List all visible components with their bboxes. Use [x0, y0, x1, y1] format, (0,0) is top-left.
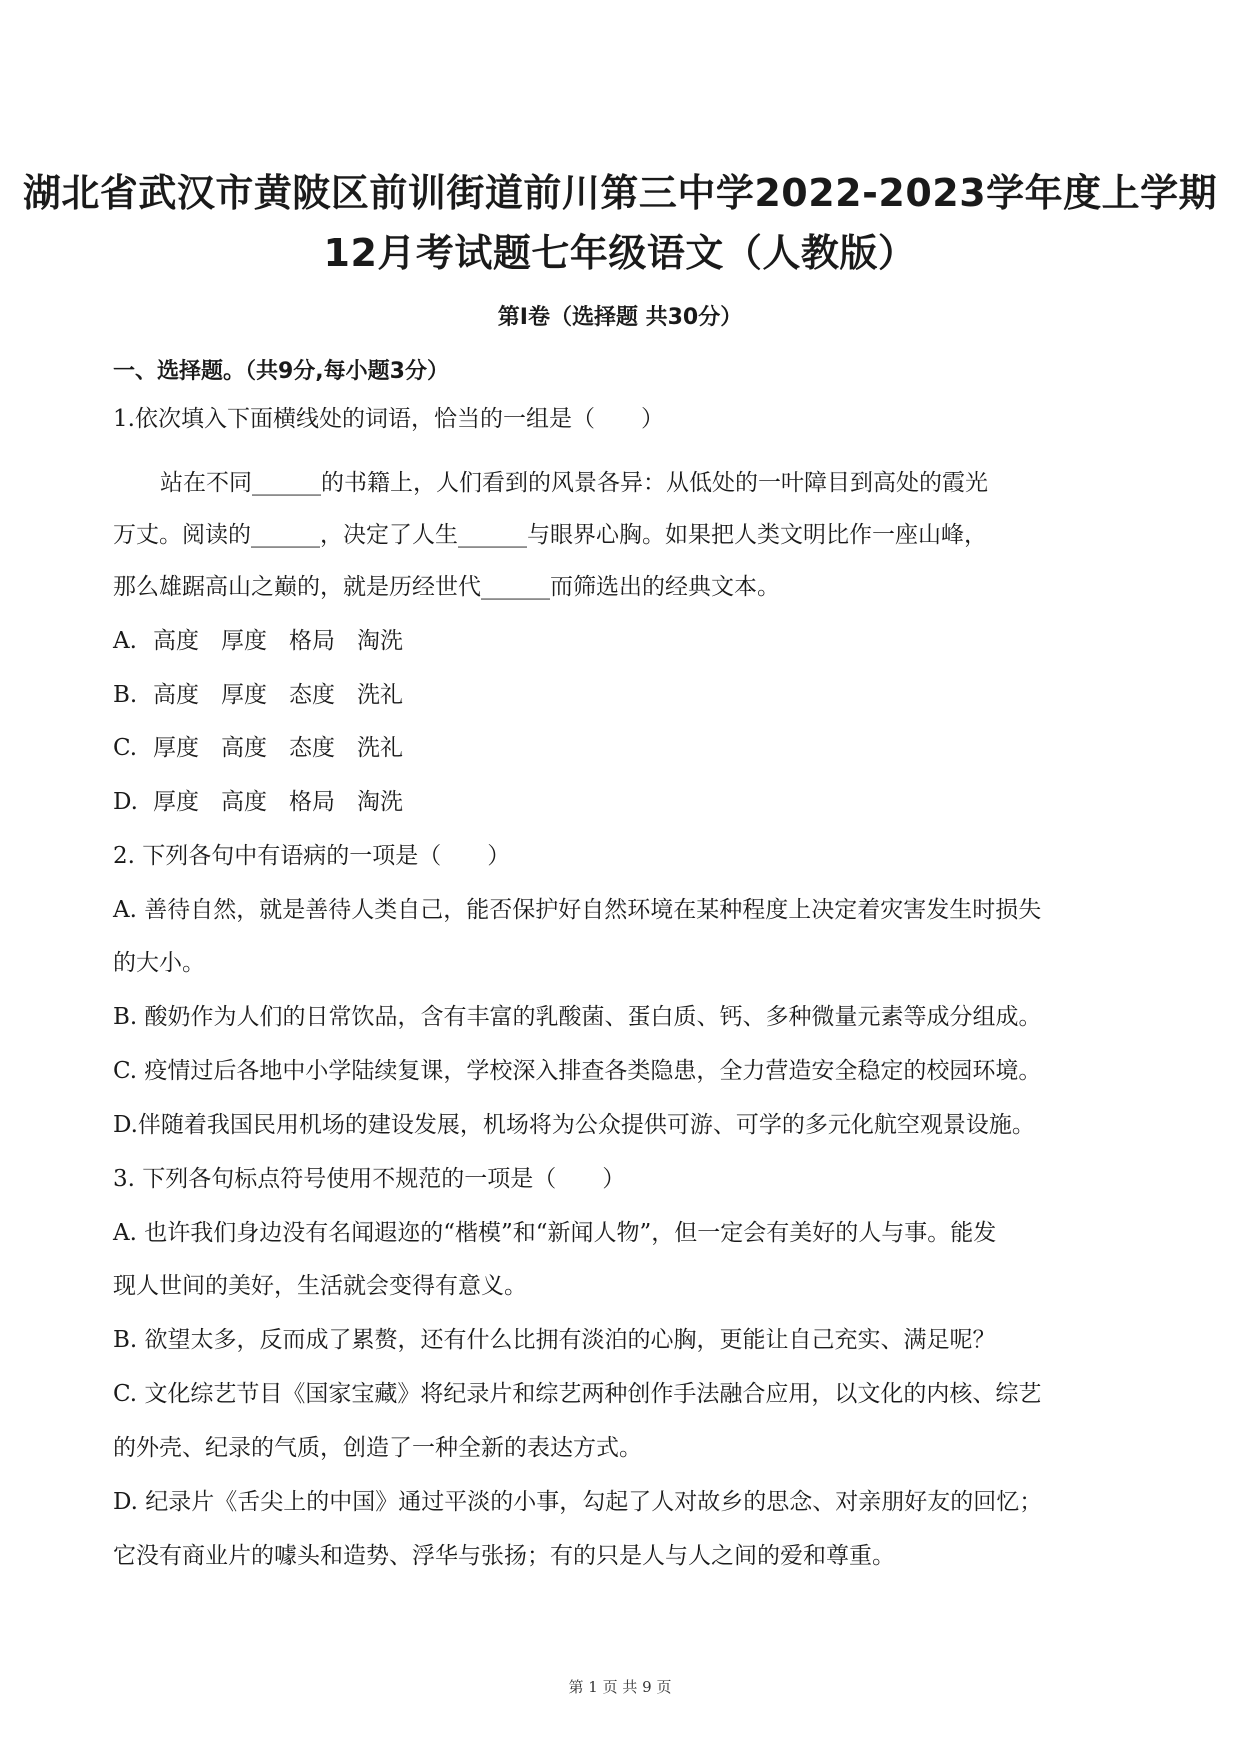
question-2-line: D.伴随着我国民用机场的建设发展，机场将为公众提供可游、可学的多元化航空观景设施。	[113, 1112, 1035, 1138]
question-1-passage-line: 万丈。阅读的______，决定了人生______与眼界心胸。如果把人类文明比作一座山峰，	[113, 522, 987, 548]
question-1-passage-line: 站在不同______的书籍上，人们看到的风景各异：从低处的一叶障目到高处的霞光	[160, 470, 988, 496]
question-3-line: A. 也许我们身边没有名闻遐迩的“楷模”和“新闻人物”，但一定会有美好的人与事。能发	[113, 1220, 997, 1246]
question-1-option-d	[113, 783, 425, 816]
question-1-option-c	[113, 729, 425, 762]
question-2-stem: 2. 下列各句中有语病的一项是（ ）	[113, 843, 511, 869]
option-word: 淘洗	[357, 628, 403, 654]
option-word: 高度	[221, 735, 267, 761]
question-3-line: C. 文化综艺节目《国家宝藏》将纪录片和综艺两种创作手法融合应用，以文化的内核、综艺	[113, 1381, 1042, 1407]
exam-title-line1: 湖北省武汉市黄陂区前训街道前川第三中学2022-2023学年度上学期	[22, 171, 1218, 215]
question-2-line: B. 酸奶作为人们的日常饮品，含有丰富的乳酸菌、蛋白质、钙、多种微量元素等成分组成。	[113, 1004, 1042, 1030]
question-1-stem: 1.依次填入下面横线处的词语，恰当的一组是（ ）	[113, 406, 664, 432]
option-word: 洗礼	[357, 735, 403, 761]
question-3-line: D. 纪录片《舌尖上的中国》通过平淡的小事，勾起了人对故乡的思念、对亲朋好友的回忆；	[113, 1489, 1043, 1515]
option-word: 高度	[221, 789, 267, 815]
option-word: 高度	[153, 682, 199, 708]
option-word: 格局	[289, 628, 335, 654]
question-3-line: B. 欲望太多，反而成了累赘，还有什么比拥有淡泊的心胸，更能让自己充实、满足呢？	[113, 1327, 996, 1353]
question-3-line: 它没有商业片的噱头和造势、浮华与张扬；有的只是人与人之间的爱和尊重。	[113, 1543, 895, 1569]
option-word: 高度	[153, 628, 199, 654]
option-word: 态度	[289, 735, 335, 761]
page-footer: 第 1 页 共 9 页	[568, 1678, 672, 1696]
question-3-line: 现人世间的美好，生活就会变得有意义。	[113, 1273, 527, 1299]
question-2-line: 的大小。	[113, 950, 205, 976]
option-label: A.	[113, 628, 137, 654]
option-word: 洗礼	[357, 682, 403, 708]
option-label: C.	[113, 735, 138, 761]
question-2-line: A. 善待自然，就是善待人类自己，能否保护好自然环境在某种程度上决定着灾害发生时损失	[113, 897, 1042, 923]
option-word: 淘洗	[357, 789, 403, 815]
question-1-passage-line: 那么雄踞高山之巅的，就是历经世代______而筛选出的经典文本。	[113, 574, 780, 600]
section-heading: 一、选择题。（共9分,每小题3分）	[113, 359, 449, 384]
question-2-line: C. 疫情过后各地中小学陆续复课，学校深入排查各类隐患，全力营造安全稳定的校园环境。	[113, 1058, 1042, 1084]
paper-section-heading: 第Ⅰ卷（选择题 共30分）	[497, 305, 743, 330]
option-word: 格局	[289, 789, 335, 815]
option-word: 厚度	[153, 789, 199, 815]
question-3-line: 的外壳、纪录的气质，创造了一种全新的表达方式。	[113, 1435, 642, 1461]
question-1-option-b	[113, 676, 425, 709]
exam-title-line2: 12月考试题七年级语文（人教版）	[323, 231, 917, 275]
question-3-stem: 3. 下列各句标点符号使用不规范的一项是（ ）	[113, 1166, 626, 1192]
option-word: 态度	[289, 682, 335, 708]
option-label: B.	[113, 682, 138, 708]
question-1-option-a	[113, 622, 425, 655]
option-label: D.	[113, 789, 138, 815]
option-word: 厚度	[221, 628, 267, 654]
option-word: 厚度	[221, 682, 267, 708]
option-word: 厚度	[153, 735, 199, 761]
